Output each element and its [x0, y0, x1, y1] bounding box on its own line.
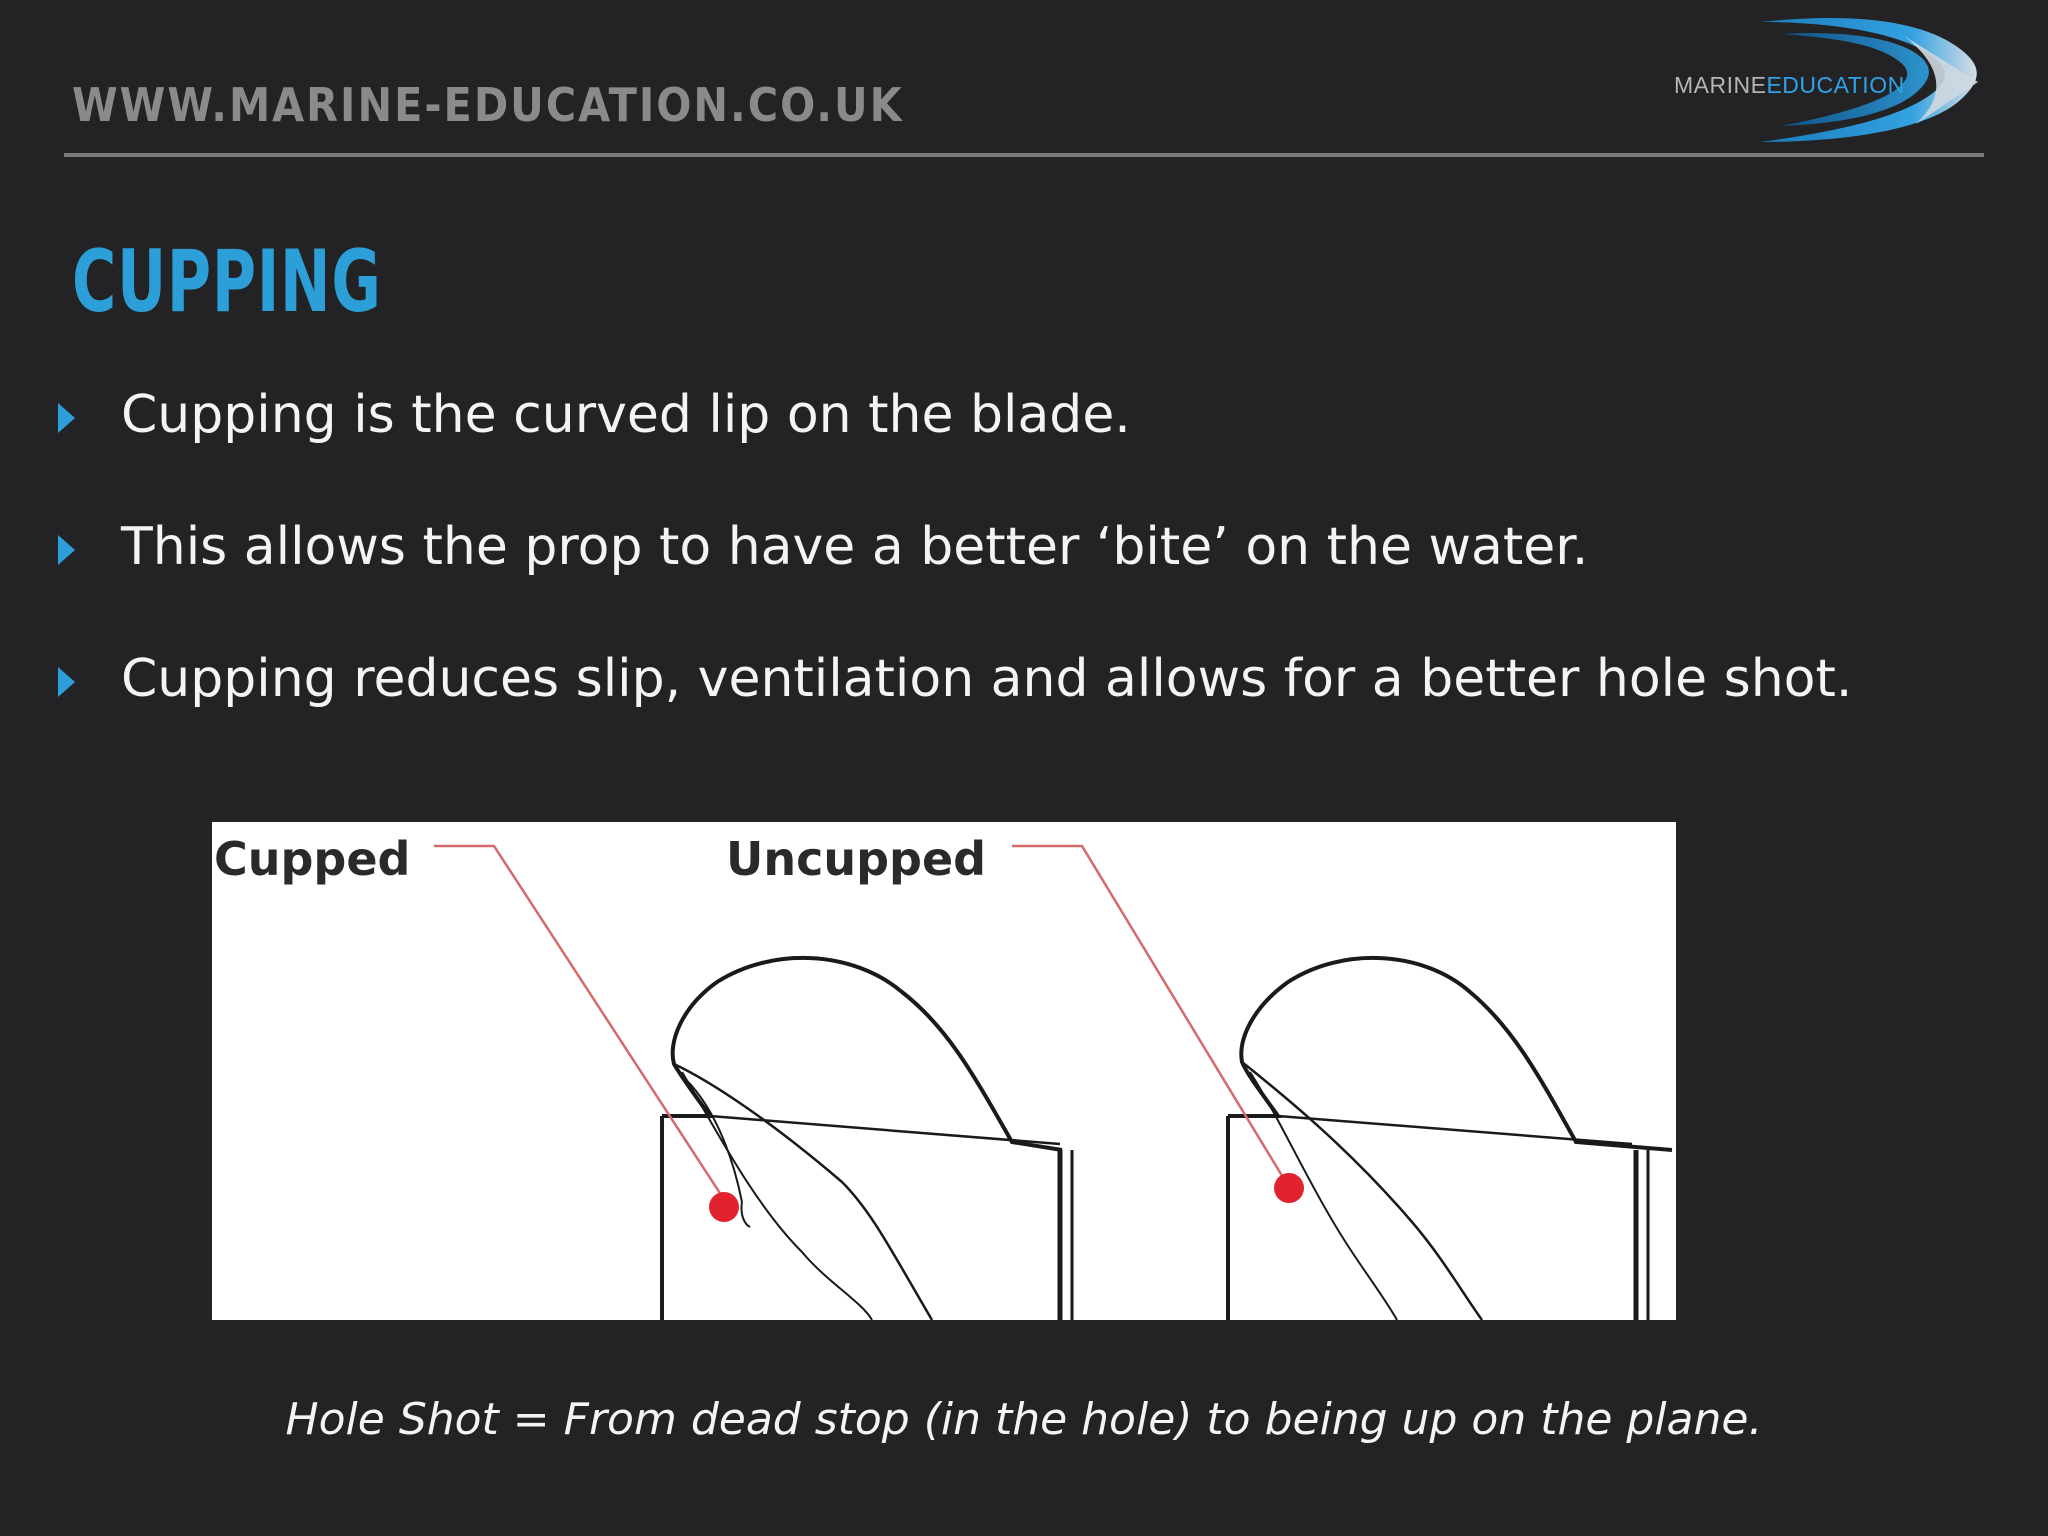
bullet-item: [58, 380, 1131, 450]
uncupped-blade: [1228, 958, 1672, 1320]
bullet-arrow-icon: [58, 403, 75, 433]
bullet-item: [58, 512, 1588, 582]
bullet-text: This allows the prop to have a better ‘bite’ on the water.: [121, 517, 1589, 577]
slide-title: CUPPING: [72, 232, 382, 332]
logo-text-education: EDUCATION: [1766, 72, 1905, 98]
bullet-arrow-icon: [58, 667, 75, 697]
cupped-blade: [662, 958, 1072, 1320]
bullet-arrow-icon: [58, 535, 75, 565]
bullet-item: [58, 644, 1852, 714]
marine-education-logo: [1664, 6, 1984, 156]
bullet-text: Cupping is the curved lip on the blade.: [121, 385, 1131, 445]
uncupped-lip-marker: [1274, 1173, 1304, 1203]
header-divider: [64, 153, 1984, 157]
propeller-blade-illustration: [212, 822, 1676, 1320]
logo-text-marine: MARINE: [1674, 72, 1767, 98]
cupped-pointer-line: [434, 846, 727, 1204]
hole-shot-caption: Hole Shot = From dead stop (in the hole) to being up on the plane.: [285, 1394, 1763, 1445]
cupped-label: Cupped: [214, 832, 411, 886]
logo-text: [1674, 72, 1905, 99]
cupping-diagram: [212, 822, 1676, 1320]
cupped-lip-marker: [709, 1192, 739, 1222]
uncupped-pointer-line: [1012, 846, 1287, 1184]
bullet-text: Cupping reduces slip, ventilation and allows for a better hole shot.: [121, 649, 1853, 709]
uncupped-label: Uncupped: [726, 832, 987, 886]
site-url: WWW.MARINE-EDUCATION.CO.UK: [72, 78, 904, 132]
